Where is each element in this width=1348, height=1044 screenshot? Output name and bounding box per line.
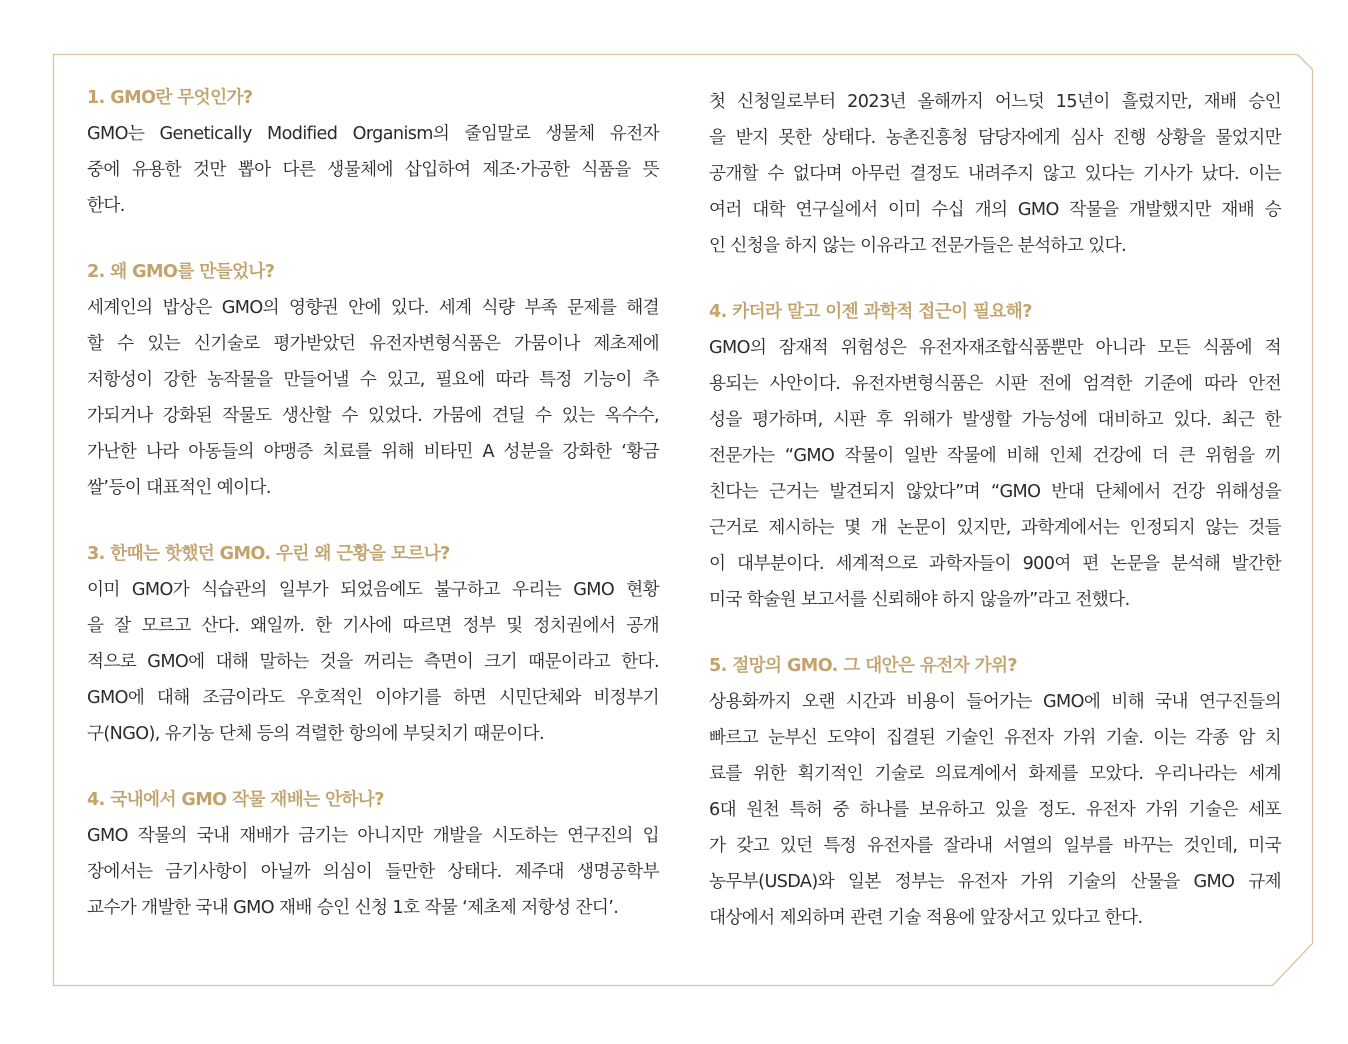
section-scientific-approach (709, 298, 1281, 618)
section-what-is-gmo (87, 84, 659, 224)
section-body (709, 330, 1281, 618)
text-line: 을 잘 모르고 산다. 왜일까. 한 기사에 따르면 정부 및 정치권에서 공개 (87, 616, 659, 636)
text-line: 교수가 개발한 국내 GMO 재배 승인 신청 1호 작물 ‘제초제 저항성 잔디’. (87, 898, 619, 918)
text-line: 한다. (87, 196, 125, 216)
section-gene-scissors (709, 652, 1281, 936)
text-line: 세계인의 밥상은 GMO의 영향권 안에 있다. 세계 식량 부족 문제를 해결 (87, 298, 659, 318)
text-line: 상용화까지 오랜 시간과 비용이 들어가는 GMO에 비해 국내 연구진들의 (709, 692, 1281, 712)
text-line: GMO의 잠재적 위험성은 유전자재조합식품뿐만 아니라 모든 식품에 적 (709, 338, 1281, 358)
text-line: 이미 GMO가 식습관의 일부가 되었음에도 불구하고 우리는 GMO 현황 (87, 580, 659, 600)
text-line: 미국 학술원 보고서를 신뢰해야 하지 않을까”라고 전했다. (709, 590, 1130, 610)
text-line: 구(NGO), 유기농 단체 등의 격렬한 항의에 부딪치기 때문이다. (87, 724, 545, 744)
text-line: 가난한 나라 아동들의 야맹증 치료를 위해 비타민 A 성분을 강화한 ‘황금 (87, 442, 659, 462)
text-line: 인 신청을 하지 않는 이유라고 전문가들은 분석하고 있다. (709, 236, 1127, 256)
section-body (87, 572, 659, 752)
section-heading: 1. GMO란 무엇인가? (87, 88, 253, 108)
section-heading: 3. 한때는 핫했던 GMO. 우린 왜 근황을 모르나? (87, 544, 450, 564)
left-column (87, 84, 659, 960)
text-line: 을 받지 못한 상태다. 농촌진흥청 담당자에게 심사 진행 상황을 물었지만 (709, 128, 1281, 148)
text-line: 농무부(USDA)와 일본 정부는 유전자 가위 기술의 산물을 GMO 규제 (709, 872, 1281, 892)
section-heading: 4. 카더라 말고 이젠 과학적 접근이 필요해? (709, 302, 1032, 322)
section-body (87, 818, 659, 926)
text-line: 중에 유용한 것만 뽑아 다른 생물체에 삽입하여 제조·가공한 식품을 뜻 (87, 160, 659, 180)
text-line: 근거로 제시하는 몇 개 논문이 있지만, 과학계에서는 인정되지 않는 것들 (709, 518, 1281, 538)
text-line: 빠르고 눈부신 도약이 집결된 기술인 유전자 가위 기술. 이는 각종 암 치 (709, 728, 1281, 748)
section-body (87, 116, 659, 224)
text-line: 가 갖고 있던 특정 유전자를 잘라내 서열의 일부를 바꾸는 것인데, 미국 (709, 836, 1281, 856)
text-line: 적으로 GMO에 대해 말하는 것을 꺼리는 측면이 크기 때문이라고 한다. (87, 652, 659, 672)
text-line: 할 수 있는 신기술로 평가받았던 유전자변형식품은 가뭄이나 제초제에 (87, 334, 659, 354)
text-line: 가되거나 강화된 작물도 생산할 수 있었다. 가뭄에 견딜 수 있는 옥수수, (87, 406, 659, 426)
section-heading: 4. 국내에서 GMO 작물 재배는 안하나? (87, 790, 384, 810)
text-line: 전문가는 “GMO 작물이 일반 작물에 비해 인체 건강에 더 큰 위험을 끼 (709, 446, 1281, 466)
text-line: GMO에 대해 조금이라도 우호적인 이야기를 하면 시민단체와 비정부기 (87, 688, 659, 708)
text-line: GMO 작물의 국내 재배가 금기는 아니지만 개발을 시도하는 연구진의 입 (87, 826, 659, 846)
section-body (709, 684, 1281, 936)
text-line: 대상에서 제외하며 관련 기술 적용에 앞장서고 있다고 한다. (709, 908, 1143, 928)
text-line: 이 대부분이다. 세계적으로 과학자들이 900여 편 논문을 분석해 발간한 (709, 554, 1281, 574)
text-line: 여러 대학 연구실에서 이미 수십 개의 GMO 작물을 개발했지만 재배 승 (709, 200, 1281, 220)
text-line: 장에서는 금기사항이 아닐까 의심이 들만한 상태다. 제주대 생명공학부 (87, 862, 659, 882)
text-line: 공개할 수 없다며 아무런 결정도 내려주지 않고 있다는 기사가 났다. 이는 (709, 164, 1281, 184)
text-line: 료를 위한 획기적인 기술로 의료계에서 화제를 모았다. 우리나라는 세계 (709, 764, 1281, 784)
section-domestic-cultivation-continued (709, 84, 1281, 264)
section-body (87, 290, 659, 506)
section-heading: 2. 왜 GMO를 만들었나? (87, 262, 275, 282)
section-body (709, 84, 1281, 264)
section-gmo-status (87, 540, 659, 752)
section-heading: 5. 절망의 GMO. 그 대안은 유전자 가위? (709, 656, 1018, 676)
text-line: 첫 신청일로부터 2023년 올해까지 어느덧 15년이 흘렀지만, 재배 승인 (709, 92, 1281, 112)
text-line: 저항성이 강한 농작물을 만들어낼 수 있고, 필요에 따라 특정 기능이 추 (87, 370, 659, 390)
text-line: 친다는 근거는 발견되지 않았다”며 “GMO 반대 단체에서 건강 위해성을 (709, 482, 1281, 502)
right-column (709, 84, 1281, 970)
section-why-gmo (87, 258, 659, 506)
text-line: 용되는 사안이다. 유전자변형식품은 시판 전에 엄격한 기준에 따라 안전 (709, 374, 1281, 394)
text-line: 6대 원천 특허 중 하나를 보유하고 있을 정도. 유전자 가위 기술은 세포 (709, 800, 1281, 820)
section-domestic-cultivation (87, 786, 659, 926)
text-line: 쌀’등이 대표적인 예이다. (87, 478, 271, 498)
text-line: 성을 평가하며, 시판 후 위해가 발생할 가능성에 대비하고 있다. 최근 한 (709, 410, 1281, 430)
text-line: GMO는 Genetically Modified Organism의 줄임말로 생물체 유전자 (87, 124, 659, 144)
